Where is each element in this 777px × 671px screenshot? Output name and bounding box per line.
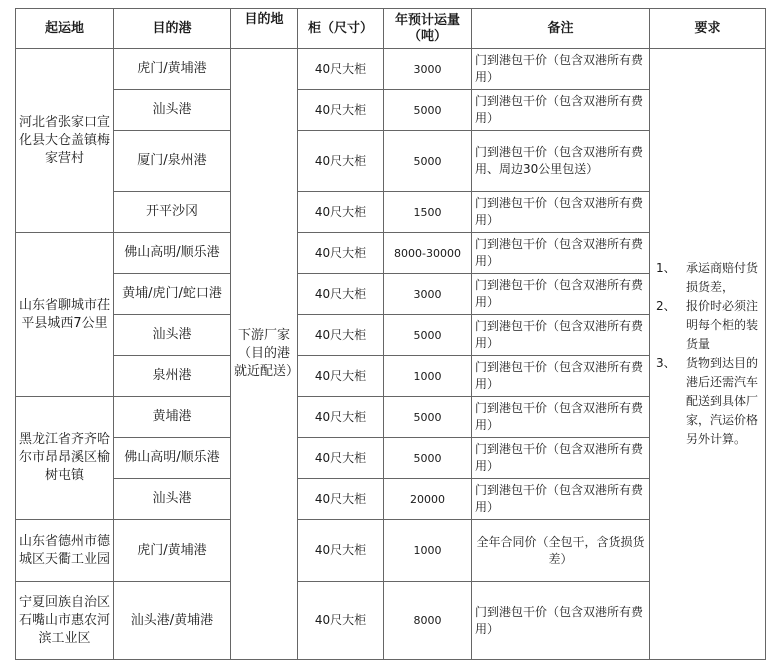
freight-table (15, 8, 766, 660)
origin-cell: 黑龙江省齐齐哈尔市昂昂溪区榆树屯镇 (16, 397, 114, 520)
volume-cell: 1000 (384, 356, 472, 397)
port-cell: 黄埔/虎门/蛇口港 (114, 274, 231, 315)
header-destination: 目的地 (231, 9, 298, 49)
port-cell: 佛山高明/顺乐港 (114, 233, 231, 274)
volume-cell: 1500 (384, 192, 472, 233)
container-cell: 40尺大柜 (298, 90, 384, 131)
note-cell: 门到港包干价（包含双港所有费用） (472, 90, 650, 131)
note-cell: 门到港包干价（包含双港所有费用） (472, 397, 650, 438)
header-row (16, 9, 766, 49)
container-cell: 40尺大柜 (298, 49, 384, 90)
volume-cell: 5000 (384, 438, 472, 479)
container-cell: 40尺大柜 (298, 438, 384, 479)
header-port: 目的港 (114, 9, 231, 49)
requirement-text: 承运商赔付货损货差， (686, 261, 759, 294)
container-cell: 40尺大柜 (298, 192, 384, 233)
note-cell: 门到港包干价（包含双港所有费用） (472, 438, 650, 479)
volume-cell: 8000-30000 (384, 233, 472, 274)
container-cell: 40尺大柜 (298, 315, 384, 356)
header-note: 备注 (472, 9, 650, 49)
port-cell: 厦门/泉州港 (114, 131, 231, 192)
port-cell: 汕头港/黄埔港 (114, 582, 231, 660)
note-cell: 门到港包干价（包含双港所有费用） (472, 233, 650, 274)
volume-cell: 5000 (384, 131, 472, 192)
requirements-cell (650, 49, 766, 660)
port-cell: 虎门/黄埔港 (114, 520, 231, 582)
port-cell: 开平沙冈 (114, 192, 231, 233)
note-cell: 门到港包干价（包含双港所有费用） (472, 192, 650, 233)
volume-cell: 1000 (384, 520, 472, 582)
note-cell: 门到港包干价（包含双港所有费用） (472, 274, 650, 315)
origin-cell: 河北省张家口宣化县大仓盖镇梅家营村 (16, 49, 114, 233)
port-cell: 虎门/黄埔港 (114, 49, 231, 90)
origin-cell: 山东省德州市德城区天衢工业园 (16, 520, 114, 582)
port-cell: 泉州港 (114, 356, 231, 397)
container-cell: 40尺大柜 (298, 479, 384, 520)
header-origin: 起运地 (16, 9, 114, 49)
container-cell: 40尺大柜 (298, 233, 384, 274)
container-cell: 40尺大柜 (298, 274, 384, 315)
volume-cell: 5000 (384, 397, 472, 438)
note-cell: 全年合同价（全包干，含货损货差） (472, 520, 650, 582)
volume-cell: 8000 (384, 582, 472, 660)
table-row (16, 49, 766, 90)
port-cell: 汕头港 (114, 479, 231, 520)
requirement-number: 2、 (656, 299, 676, 313)
origin-cell: 宁夏回族自治区石嘴山市惠农河滨工业区 (16, 582, 114, 660)
volume-cell: 3000 (384, 274, 472, 315)
header-requirements: 要求 (650, 9, 766, 49)
container-cell: 40尺大柜 (298, 356, 384, 397)
volume-cell: 3000 (384, 49, 472, 90)
port-cell: 黄埔港 (114, 397, 231, 438)
requirement-number: 1、 (656, 261, 676, 275)
container-cell: 40尺大柜 (298, 131, 384, 192)
requirement-item (656, 259, 759, 297)
container-cell: 40尺大柜 (298, 582, 384, 660)
requirement-item (656, 297, 759, 354)
destination-cell: 下游厂家（目的港就近配送） (231, 49, 298, 660)
note-cell: 门到港包干价（包含双港所有费用、周边30公里包送） (472, 131, 650, 192)
note-cell: 门到港包干价（包含双港所有费用） (472, 49, 650, 90)
note-cell: 门到港包干价（包含双港所有费用） (472, 582, 650, 660)
port-cell: 汕头港 (114, 90, 231, 131)
container-cell: 40尺大柜 (298, 520, 384, 582)
note-cell: 门到港包干价（包含双港所有费用） (472, 479, 650, 520)
header-volume: 年预计运量（吨） (384, 9, 472, 49)
volume-cell: 5000 (384, 315, 472, 356)
requirement-text: 报价时必须注明每个柜的装货量 (686, 299, 759, 351)
note-cell: 门到港包干价（包含双港所有费用） (472, 356, 650, 397)
requirement-number: 3、 (656, 356, 676, 370)
volume-cell: 5000 (384, 90, 472, 131)
requirement-text: 货物到达目的港后还需汽车配送到具体厂家，汽运价格另外计算。 (686, 356, 759, 446)
port-cell: 汕头港 (114, 315, 231, 356)
container-cell: 40尺大柜 (298, 397, 384, 438)
port-cell: 佛山高明/顺乐港 (114, 438, 231, 479)
note-cell: 门到港包干价（包含双港所有费用） (472, 315, 650, 356)
header-container: 柜（尺寸） (298, 9, 384, 49)
volume-cell: 20000 (384, 479, 472, 520)
origin-cell: 山东省聊城市茌平县城西7公里 (16, 233, 114, 397)
requirement-item (656, 354, 759, 449)
